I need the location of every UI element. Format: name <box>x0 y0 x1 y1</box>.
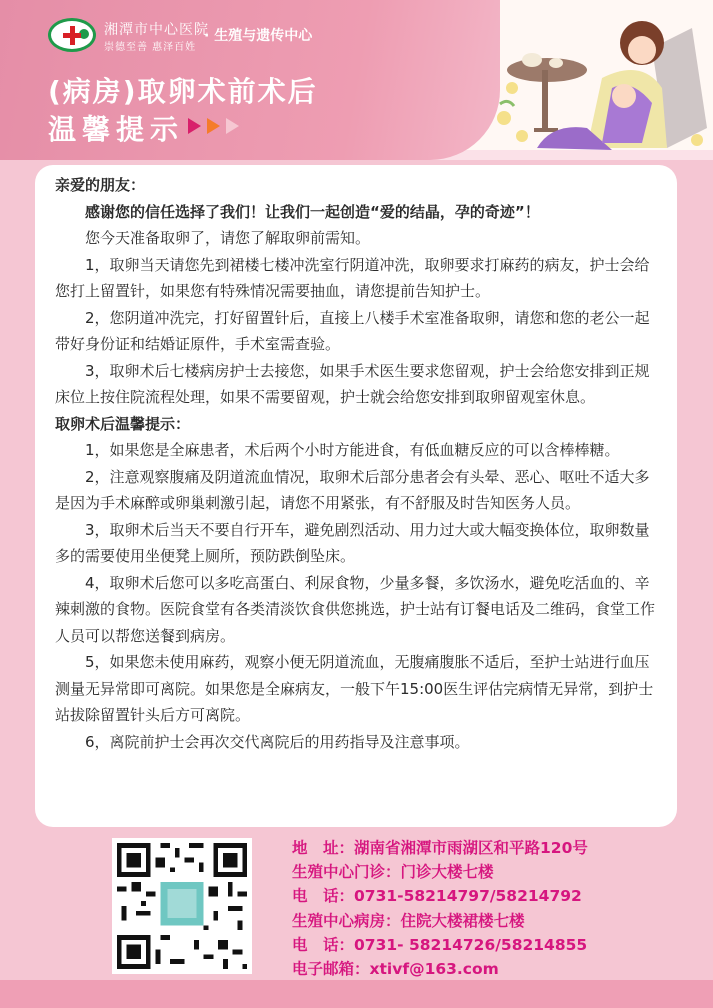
qr-code-icon[interactable] <box>112 838 252 974</box>
page-title-line2: 温馨提示 <box>48 113 185 146</box>
post-item: 4，取卵术后您可以多吃高蛋白、利尿食物，少量多餐，多饮汤水，避免吃活血的、辛辣刺激的食物。医院食堂有各类清淡饮食供您挑选，护士站有订餐电话及二维码，食堂工作人员可以帮您送餐到病房。 <box>55 573 656 645</box>
greeting: 亲爱的朋友： <box>55 176 146 194</box>
post-item: 2，注意观察腹痛及阴道流血情况，取卵术后部分患者会有头晕、恶心、呕吐不适大多是因为手术麻醉或卵巢刺激引起，请您不用紧张，有不舒服及时告知医务人员。 <box>55 467 650 512</box>
pre-item: 3，取卵术后七楼病房护士去接您，如果手术医生要求您留观，护士会给您安排到正规床位上按住院流程处理，如果不需要留观，护士就会给您安排到取卵留观室休息。 <box>55 361 650 406</box>
pre-item: 2，您阴道冲洗完，打好留置针后，直接上八楼手术室准备取卵，请您和您的老公一起带好身份证和结婚证原件，手术室需查验。 <box>55 308 650 353</box>
bottom-band <box>0 980 713 1008</box>
center-name: · 生殖与遗传中心 <box>204 28 313 44</box>
contact-info <box>292 836 588 981</box>
clinic-phone-line: 电 话：0731-58214797/58214792 <box>292 887 582 906</box>
thanks-line: 感谢您的信任选择了我们！让我们一起创造“爱的结晶，孕的奇迹”！ <box>85 202 540 221</box>
content-text <box>55 172 660 755</box>
ward-phone-line: 电 话：0731- 58214726/58214855 <box>292 935 588 954</box>
post-heading: 取卵术后温馨提示： <box>55 414 191 433</box>
post-item: 1，如果您是全麻患者，术后两个小时方能进食，有低血糖反应的可以含棒棒糖。 <box>85 441 620 459</box>
post-item: 6，离院前护士会再次交代离院后的用药指导及注意事项。 <box>85 732 470 751</box>
hospital-motto: 崇德至善 惠泽百姓 <box>104 42 197 53</box>
mother-baby-illustration <box>492 8 710 156</box>
ward-line: 生殖中心病房：住院大楼裙楼七楼 <box>292 911 525 930</box>
hospital-logo-icon <box>48 18 96 52</box>
hospital-name: 湘潭市中心医院 <box>104 22 209 38</box>
email-line: 电子邮箱：xtivf@163.com <box>292 960 499 979</box>
intro-line: 您今天准备取卵了，请您了解取卵前需知。 <box>85 229 371 247</box>
clinic-line: 生殖中心门诊：门诊大楼七楼 <box>292 863 494 882</box>
post-item: 3，取卵术后当天不要自行开车，避免剧烈活动、用力过大或大幅变换体位，取卵数量多的需要使用坐便凳上厕所，预防跌倒坠床。 <box>55 520 650 565</box>
page-title-line1: (病房)取卵术前术后 <box>48 75 318 108</box>
post-item: 5，如果您未使用麻药，观察小便无阴道流血，无腹痛腹胀不适后，至护士站进行血压测量无异常即可离院。如果您是全麻病友，一般下午15:00医生评估完病情无异常，到护士站拔除留置针头后方可离院。 <box>55 653 654 724</box>
title-arrows-icon <box>188 118 245 138</box>
pre-item: 1，取卵当天请您先到裙楼七楼冲洗室行阴道冲洗，取卵要求打麻药的病友，护士会给您打上留置针，如果您有特殊情况需要抽血，请您提前告知护士。 <box>55 255 650 300</box>
address-line: 地 址：湖南省湘潭市雨湖区和平路120号 <box>292 839 588 857</box>
